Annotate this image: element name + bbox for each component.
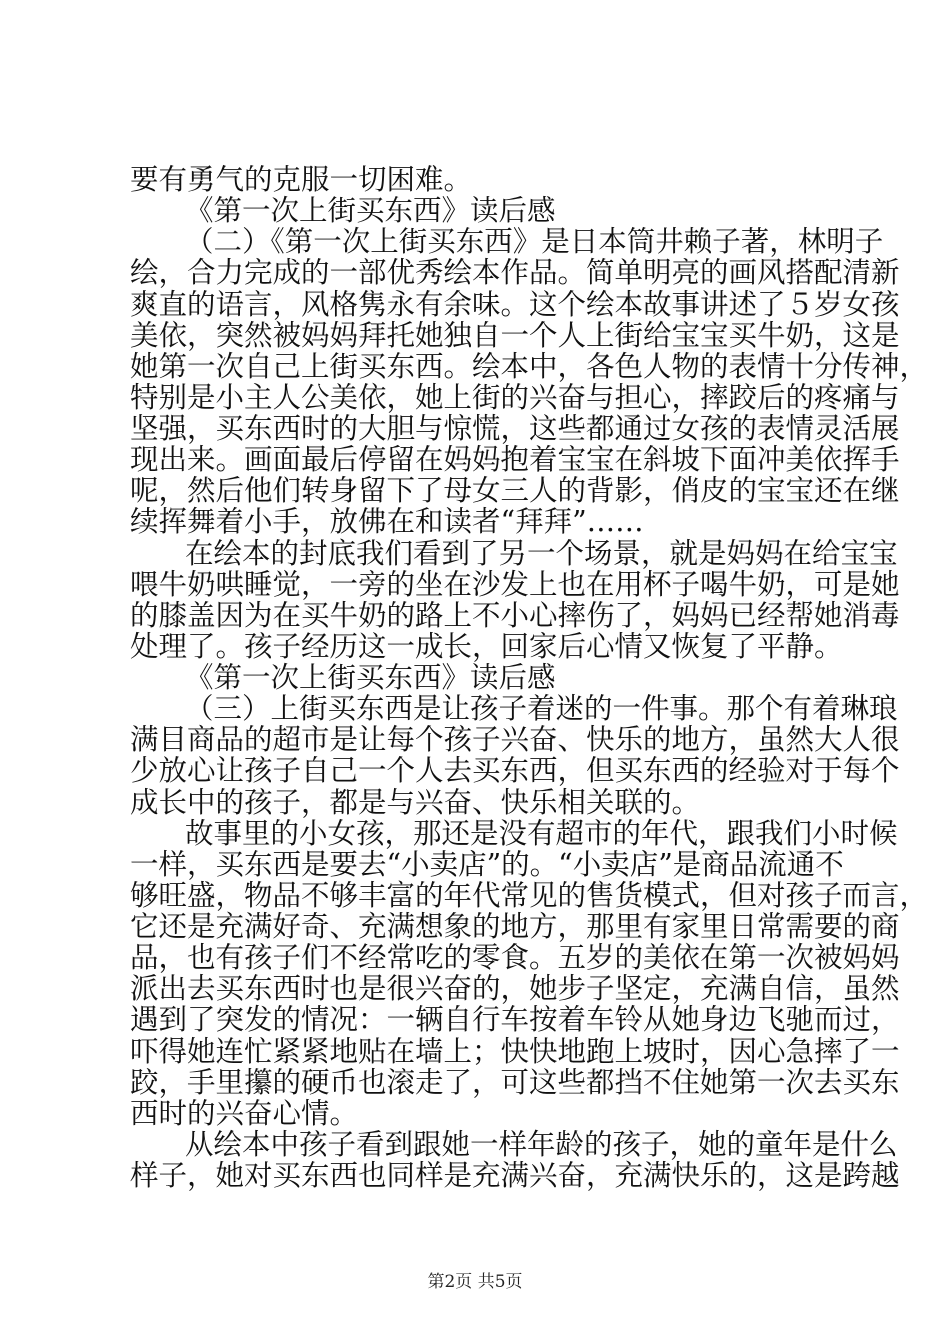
body-text-line: （二）《第一次上街买东西》是日本筒井赖子著，林明子: [185, 225, 884, 259]
body-text-line: 派出去买东西时也是很兴奋的，她步子坚定，充满自信，虽然: [130, 972, 900, 1006]
body-text-line: 绘，合力完成的一部优秀绘本作品。简单明亮的画风搭配清新: [130, 256, 900, 290]
section-heading: 《第一次上街买东西》读后感: [185, 661, 556, 694]
body-text-line: 它还是充满好奇、充满想象的地方，那里有家里日常需要的商: [130, 910, 900, 943]
body-text-line: 呢，然后他们转身留下了母女三人的背影，俏皮的宝宝还在继: [130, 474, 900, 508]
body-text-line: 少放心让孩子自己一个人去买东西，但买东西的经验对于每个: [130, 754, 900, 788]
body-text-line: 坚强，买东西时的大胆与惊慌，这些都通过女孩的表情灵活展: [130, 412, 900, 445]
body-text-line: 她第一次自己上街买东西。绘本中，各色人物的表情十分传神，: [130, 349, 929, 383]
body-text-line: 特别是小主人公美依，她上街的兴奋与担心，摔跤后的疼痛与: [130, 380, 900, 414]
body-text-line: 成长中的孩子，都是与兴奋、快乐相关联的。: [130, 785, 701, 819]
body-text-line: 从绘本中孩子看到跟她一样年龄的孩子，她的童年是什么: [185, 1127, 898, 1161]
body-text-line: 一样，买东西是要去“小卖店”的。“小卖店”是商品流通不: [130, 847, 844, 881]
body-text-line: 跤，手里攥的硬币也滚走了，可这些都挡不住她第一次去买东: [130, 1065, 900, 1099]
body-text-line: 故事里的小女孩，那还是没有超市的年代，跟我们小时候: [185, 816, 898, 850]
body-text-line: 爽直的语言，风格隽永有余味。这个绘本故事讲述了５岁女孩: [130, 287, 900, 321]
body-text-line: （三）上街买东西是让孩子着迷的一件事。那个有着琳琅: [185, 692, 898, 726]
body-text-line: 要有勇气的克服一切困难。: [130, 163, 473, 196]
body-text-line: 处理了。孩子经历这一成长，回家后心情又恢复了平静。: [130, 629, 843, 663]
body-text-line: 遇到了突发的情况：一辆自行车按着车铃从她身边飞驰而过，: [130, 1003, 900, 1037]
body-text-line: 现出来。画面最后停留在妈妈抱着宝宝在斜坡下面冲美依挥手: [130, 443, 900, 477]
body-text-line: 品，也有孩子们不经常吃的零食。五岁的美依在第一次被妈妈: [130, 941, 900, 975]
page-footer: 第2页 共5页: [427, 1272, 523, 1292]
body-text-line: 够旺盛，物品不够丰富的年代常见的售货模式，但对孩子而言，: [130, 878, 929, 912]
body-text-line: 吓得她连忙紧紧地贴在墙上；快快地跑上坡时，因心急摔了一: [130, 1034, 900, 1068]
body-text-line: 续挥舞着小手，放佛在和读者“拜拜”……: [130, 505, 644, 539]
body-text-line: 样子，她对买东西也同样是充满兴奋，充满快乐的，这是跨越: [130, 1159, 900, 1192]
body-text-line: 美依，突然被妈妈拜托她独自一个人上街给宝宝买牛奶，这是: [130, 318, 900, 352]
body-text-line: 在绘本的封底我们看到了另一个场景，就是妈妈在给宝宝: [185, 536, 898, 570]
section-heading: 《第一次上街买东西》读后感: [185, 194, 556, 228]
body-text-line: 的膝盖因为在买牛奶的路上不小心摔伤了，妈妈已经帮她消毒: [130, 598, 900, 632]
body-text-line: 西时的兴奋心情。: [130, 1096, 359, 1130]
body-text-line: 喂牛奶哄睡觉，一旁的坐在沙发上也在用杯子喝牛奶，可是她: [130, 567, 900, 601]
body-text-line: 满目商品的超市是让每个孩子兴奋、快乐的地方，虽然大人很: [130, 723, 900, 757]
